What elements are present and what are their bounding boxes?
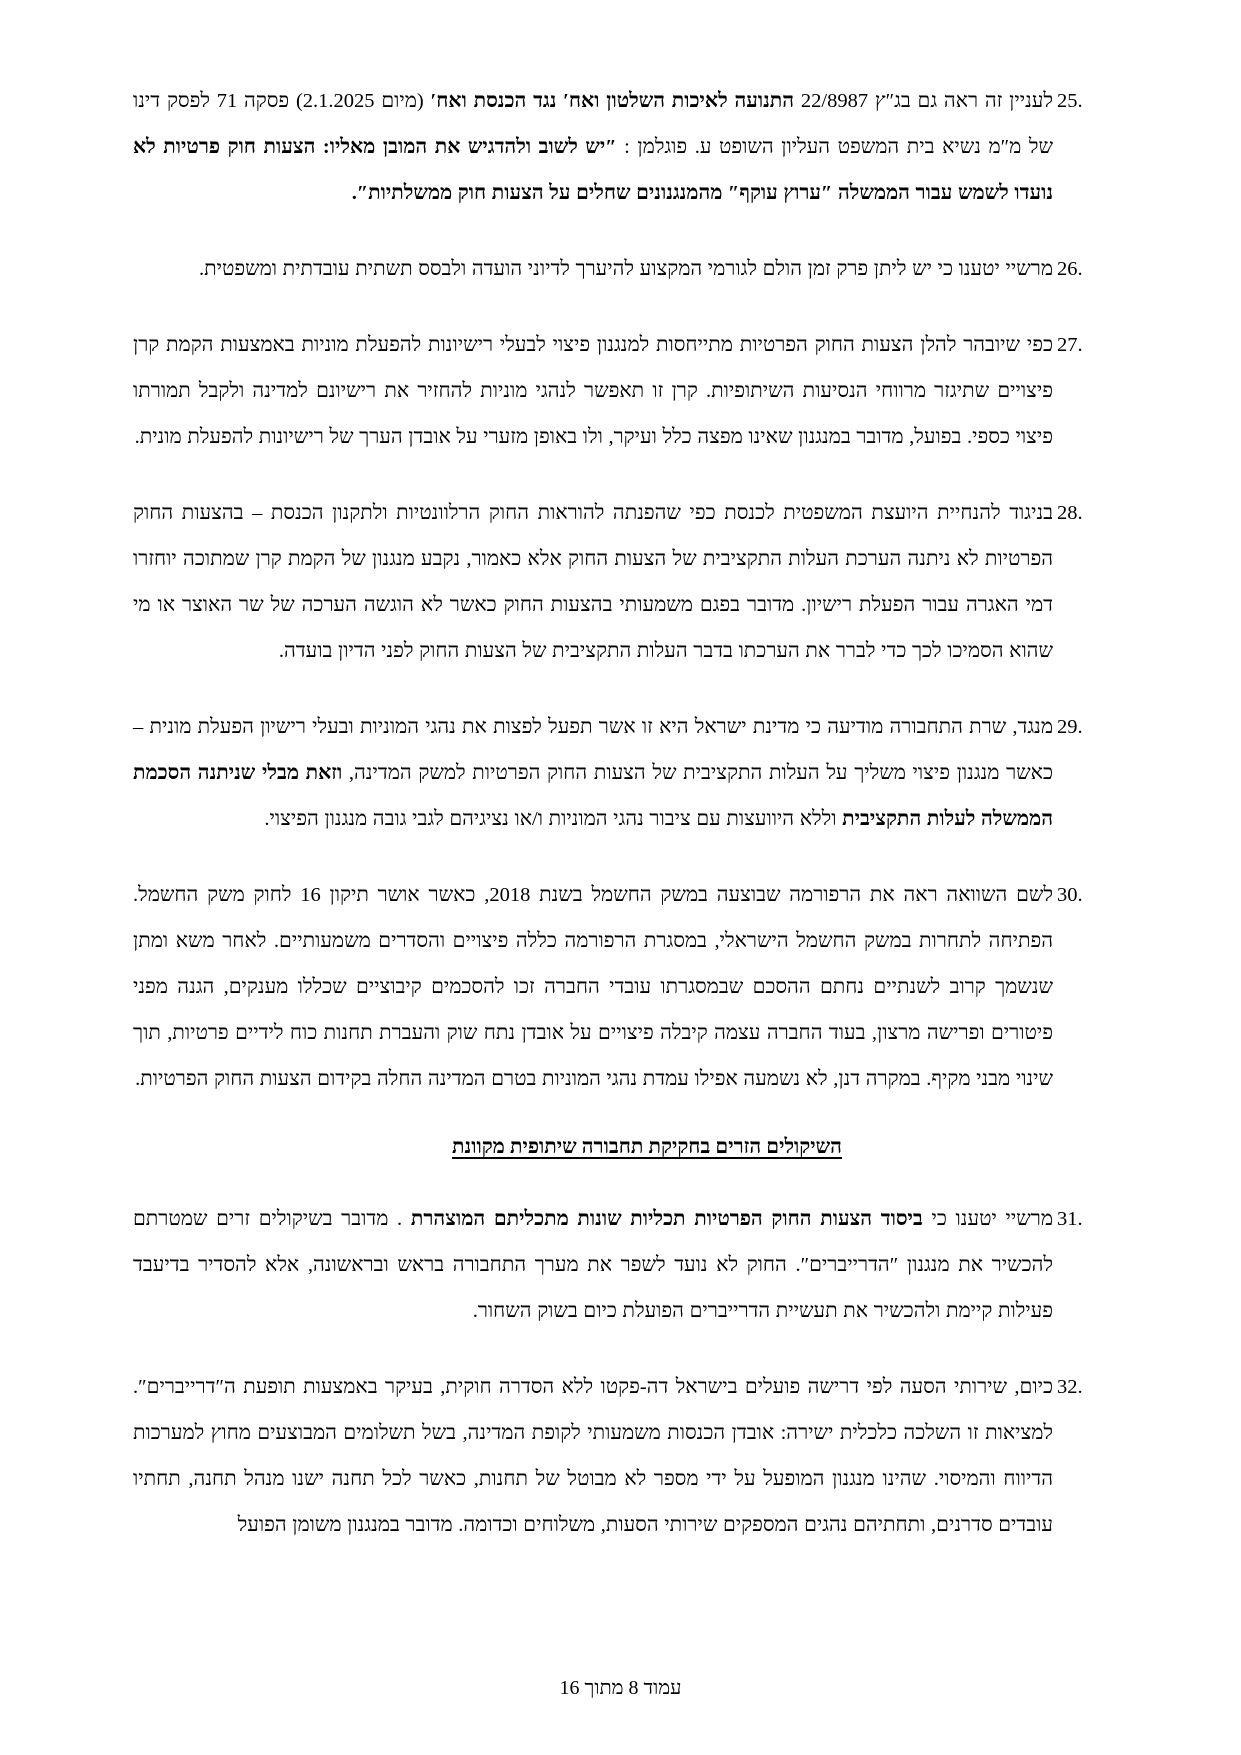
text-run: לעניין זה ראה גם בג″ץ 22/8987 <box>794 90 1053 112</box>
text-run-bold: ביסוד הצעות החוק הפרטיות תכליות שונות מתכליתם המוצהרת <box>410 1208 923 1230</box>
text-run: כיום, שירותי הסעה לפי דרישה פועלים בישראל דה-פקטו ללא הסדרה חוקית, בעיקר באמצעות תופעת ה″דרייברים″. למציאות זו השלכה כלכלית ישירה: אובדן הכנסות משמעותי לקופת המדינה, בשל תשלומים המבוצעים מחוץ למערכות הדיווח והמיסוי. שהינו מנגנון המופעל על ידי מספר לא מבוטל של תחנות, כאשר לכל תחנה ישנו מנהל תחנה, תחתיו עובדים סדרנים, ותחתיהם נהגים המספקים שירותי הסעות, משלוחים וכדומה. מדובר במנגנון משומן הפועל <box>133 1376 1053 1536</box>
text-run: וללא היוועצות עם ציבור נהגי המוניות ו/או נציגיהם לגבי גובה מנגנון הפיצוי. <box>264 808 843 830</box>
page-body <box>133 78 1109 1755</box>
text-run: (מיום 2.1.2025) פסקה 71 לפסק דינו של מ″מ נשיא בית המשפט העליון השופט ע. פוגלמן : <box>133 90 1053 158</box>
paragraph-number: 32 . <box>1053 1364 1109 1410</box>
text-run: . מדובר בשיקולים זרים שמטרתם להכשיר את מנגנון ″הדרייברים″. החוק לא נועד לשפר את מערך התחבורה בראש ובראשונה, אלא להסדיר בדיעבד פעילות קיימת ולהכשיר את תעשיית הדרייברים הפועלת כיום בשוק השחור. <box>133 1208 1053 1322</box>
numbered-paragraph <box>133 704 1109 842</box>
paragraph-text <box>133 246 1053 292</box>
page-number-label: עמוד 8 מתוך 16 <box>559 1677 682 1699</box>
paragraph-text <box>133 1364 1053 1548</box>
text-run-bold: התנועה לאיכות השלטון ואח′ נגד הכנסת ואח′ <box>430 90 795 112</box>
numbered-paragraph <box>133 1196 1109 1334</box>
text-run-bold: וזאת מבלי שניתנה הסכמת הממשלה לעלות התקציבית <box>133 762 1053 830</box>
paragraph-text <box>133 490 1053 674</box>
paragraph-text <box>133 322 1053 460</box>
text-run: כפי שיובהר להלן הצעות החוק הפרטיות מתייחסות למנגנון פיצוי לבעלי רישיונות להפעלת מוניות באמצעות הקמת קרן פיצויים שתיגזר מרווחי הנסיעות השיתופיות. קרן זו תאפשר לנהגי מוניות להחזיר את רישיונם למדינה ולקבל תמורתו פיצוי כספי. בפועל, מדובר במנגנון שאינו מפצה כלל ועיקר, ולו באופן מזערי על אובדן הערך של רישיונות להפעלת מונית. <box>133 334 1053 448</box>
paragraph-text <box>133 704 1053 842</box>
section-heading: השיקולים הזרים בחקיקת תחבורה שיתופית מקוונת <box>452 1136 842 1158</box>
numbered-paragraph <box>133 78 1109 216</box>
numbered-paragraph <box>133 246 1109 292</box>
paragraph-text <box>133 872 1053 1102</box>
text-run: מרשיי יטענו כי יש ליתן פרק זמן הולם לגורמי המקצוע להיערך לדיוני הועדה ולבסס תשתית עובדתית ומשפטית. <box>198 258 1053 280</box>
text-run: לשם השוואה ראה את הרפורמה שבוצעה במשק החשמל בשנת 2018, כאשר אושר תיקון 16 לחוק משק החשמל. הפתיחה לתחרות במשק החשמל הישראלי, במסגרת הרפורמה כללה פיצויים והסדרים משמעותיים. לאחר משא ומתן שנשמך קרוב לשנתיים נחתם ההסכם שבמסגרתו עובדי החברה זכו להסכמים קיבוציים שכללו מענקים, הגנה מפני פיטורים ופרישה מרצון, בעוד החברה עצמה קיבלה פיצויים על אובדן נתח שוק והעברת תחנות כוח לידיים פרטיות, תוך שינוי מבני מקיף. במקרה דנן, לא נשמעה אפילו עמדת נהגי המוניות בטרם המדינה החלה בקידום הצעות החוק הפרטיות. <box>133 884 1053 1090</box>
paragraph-number: 28 . <box>1053 490 1109 536</box>
text-run: מנגד, שרת התחבורה מודיעה כי מדינת ישראל היא זו אשר תפעל לפצות את נהגי המוניות ובעלי רישיון הפעלת מונית – כאשר מנגנון פיצוי משליך על העלות התקציבית של הצעות החוק הפרטיות למשק המדינה, <box>133 716 1053 784</box>
paragraph-number: 26 . <box>1053 246 1109 292</box>
page-footer <box>0 1673 1241 1703</box>
paragraph-number: 25 . <box>1053 78 1109 124</box>
paragraph-text <box>133 78 1053 216</box>
paragraph-text <box>133 1196 1053 1334</box>
text-run: מרשיי יטענו כי <box>922 1208 1053 1230</box>
paragraph-number: 31 . <box>1053 1196 1109 1242</box>
text-run-bold: ″יש לשוב ולהדגיש את המובן מאליו: הצעות חוק פרטיות לא נועדו לשמש עבור הממשלה ″ערוץ עוקף″ מהמנגנונים שחלים על הצעות חוק ממשלתיות″. <box>133 136 1053 204</box>
paragraph-number: 29 . <box>1053 704 1109 750</box>
numbered-paragraph <box>133 322 1109 460</box>
numbered-paragraph <box>133 490 1109 674</box>
numbered-paragraph <box>133 1364 1109 1548</box>
paragraph-number: 30 . <box>1053 872 1109 918</box>
text-run: בניגוד להנחיית היועצת המשפטית לכנסת כפי שהפנתה להוראות החוק הרלוונטיות ולתקנון הכנסת – בהצעות החוק הפרטיות לא ניתנה הערכת העלות התקציבית של הצעות החוק אלא כאמור, נקבע מנגנון של הקמת קרן שמתוכה יוחזרו דמי האגרה עבור הפעלת רישיון. מדובר בפגם משמעותי בהצעות החוק כאשר לא הוגשה הערכה של שר האוצר או מי שהוא הסמיכו לכך כדי לברר את הערכתו בדבר העלות התקציבית של הצעות החוק לפני הדיון בועדה. <box>133 502 1053 662</box>
paragraph-number: 27 . <box>1053 322 1109 368</box>
numbered-paragraph <box>133 872 1109 1102</box>
